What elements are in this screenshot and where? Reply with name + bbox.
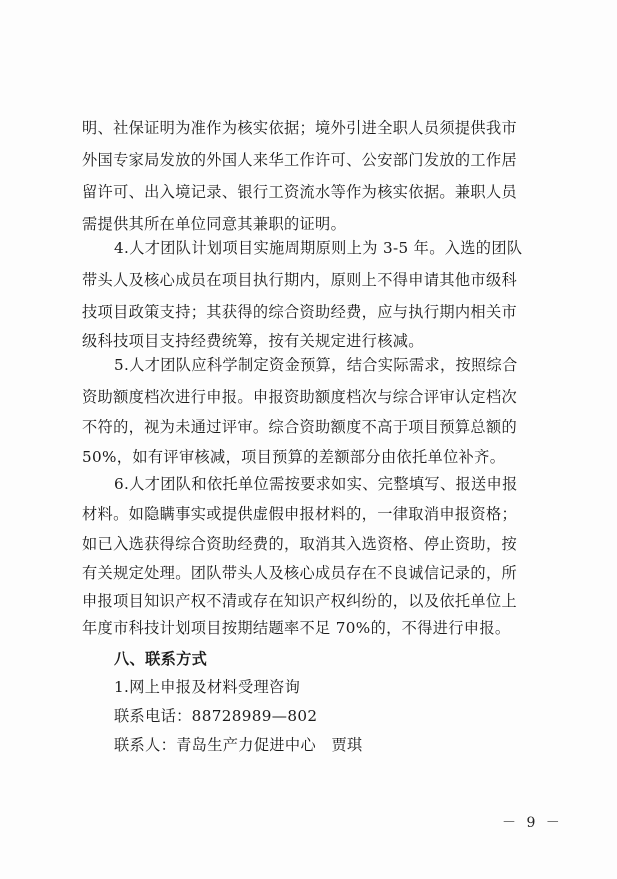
paragraph-line: 不符的，视为未通过评审。综合资助额度不高于项目预算总额的 [82,418,518,436]
paragraph-line: 技项目政策支持；其获得的综合资助经费，应与执行期内相关市 [82,303,518,321]
paragraph-line: 资助额度档次进行申报。申报资助额度档次与综合评审认定档次 [82,388,518,406]
paragraph-line: 50%，如有评审核减，项目预算的差额部分由依托单位补齐。 [82,448,506,466]
contact-phone: 联系电话：88728989—802 [114,707,318,725]
paragraph-line: 如已入选获得综合资助经费的，取消其入选资格、停止资助，按 [82,535,518,553]
paragraph-line: 材料。如隐瞒事实或提供虚假申报材料的，一律取消申报资格； [82,505,518,523]
paragraph-line-indent: 6.人才团队和依托单位需按要求如实、完整填写、报送申报 [114,475,518,493]
paragraph-line-indent: 5.人才团队应科学制定资金预算，结合实际需求，按照综合 [114,356,518,374]
paragraph-line-indent: 4.人才团队计划项目实施周期原则上为 3-5 年。入选的团队 [114,239,523,257]
paragraph-line: 级科技项目支持经费统筹，按有关规定进行核减。 [82,332,424,350]
section-heading: 八、联系方式 [114,650,208,668]
paragraph-line: 带头人及核心成员在项目执行期内，原则上不得申请其他市级科 [82,271,518,289]
paragraph-line: 有关规定处理。团队带头人及核心成员存在不良诚信记录的，所 [82,564,518,582]
paragraph-line: 申报项目知识产权不清或存在知识产权纠纷的，以及依托单位上 [82,592,518,610]
paragraph-line: 年度市科技计划项目按期结题率不足 70%的，不得进行申报。 [82,619,511,637]
paragraph-line: 明、社保证明为准作为核实依据；境外引进全职人员须提供我市 [82,119,518,137]
paragraph-line: 需提供其所在单位同意其兼职的证明。 [82,215,347,233]
subsection-title: 1.网上申报及材料受理咨询 [114,678,301,696]
contact-person: 联系人：青岛生产力促进中心 贾琪 [114,736,363,754]
page-number: － 9 － [502,815,563,831]
paragraph-line: 留许可、出入境记录、银行工资流水等作为核实依据。兼职人员 [82,183,518,201]
paragraph-line: 外国专家局发放的外国人来华工作许可、公安部门发放的工作居 [82,151,518,169]
